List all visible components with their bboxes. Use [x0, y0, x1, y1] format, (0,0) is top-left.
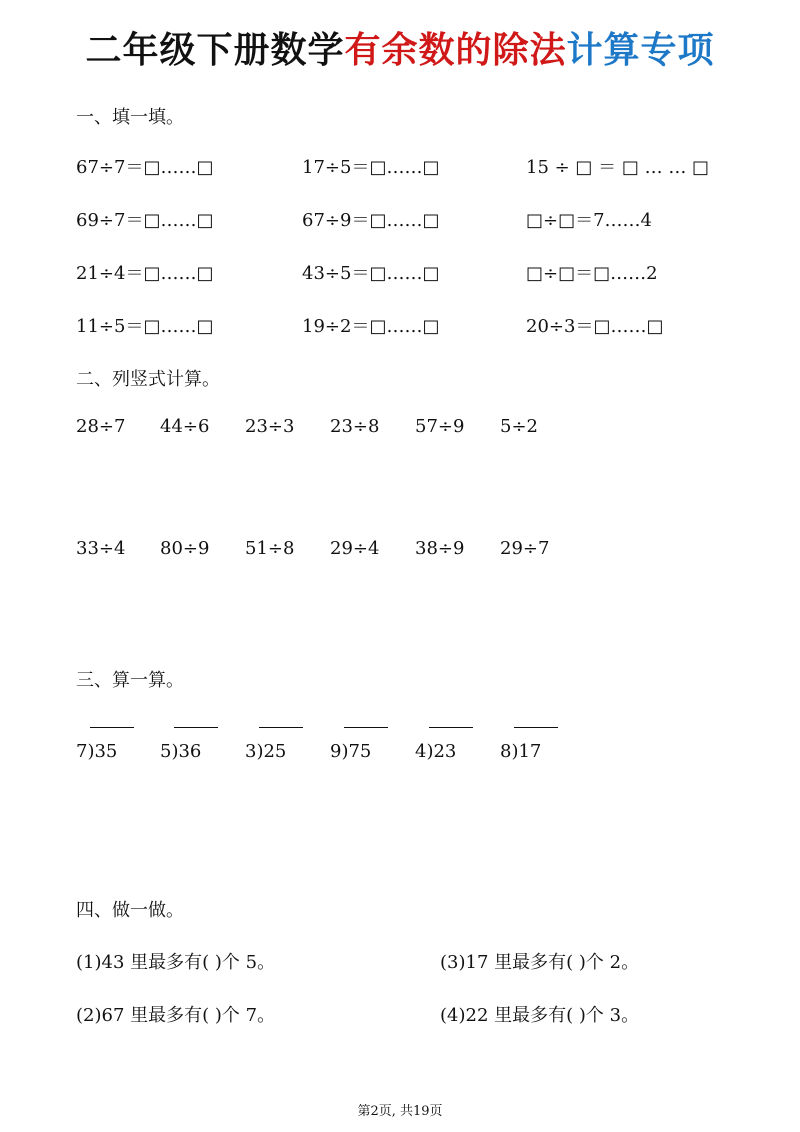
fill-blank-equation: 69÷7＝□……□: [76, 210, 214, 231]
section-1-heading: 一、填一填。: [76, 107, 184, 128]
vertical-division-expression: 33÷4: [76, 538, 126, 559]
fill-blank-equation: □÷□＝□……2: [526, 263, 658, 284]
page-title: [0, 22, 800, 73]
vertical-division-expression: 51÷8: [245, 538, 295, 559]
vertical-division-expression: 57÷9: [415, 416, 465, 437]
long-division-bar: [429, 727, 473, 728]
fill-blank-equation: 15 ÷ □ ＝ □ … … □: [526, 157, 710, 178]
long-division-text: 3)25: [245, 741, 287, 762]
long-division-text: 5)36: [160, 741, 202, 762]
question-item: (2)67 里最多有( )个 7。: [76, 1005, 276, 1026]
long-division-problem: [330, 741, 371, 762]
vertical-division-expression: 38÷9: [415, 538, 465, 559]
vertical-division-expression: 80÷9: [160, 538, 210, 559]
vertical-division-expression: 5÷2: [500, 416, 538, 437]
fill-blank-equation: □÷□＝7……4: [526, 210, 652, 231]
fill-blank-equation: 17÷5＝□……□: [302, 157, 440, 178]
long-division-text: 7)35: [76, 741, 118, 762]
long-division-problem: [76, 741, 117, 762]
section-2-heading: 二、列竖式计算。: [76, 369, 220, 390]
question-item: (1)43 里最多有( )个 5。: [76, 952, 276, 973]
title-part-1: 二年级下册数学: [85, 30, 345, 71]
vertical-division-expression: 44÷6: [160, 416, 210, 437]
long-division-bar: [259, 727, 303, 728]
vertical-division-expression: 29÷7: [500, 538, 550, 559]
fill-blank-equation: 11÷5＝□……□: [76, 316, 214, 337]
long-division-bar: [90, 727, 134, 728]
long-division-bar: [344, 727, 388, 728]
long-division-problem: [500, 741, 541, 762]
fill-blank-equation: 67÷9＝□……□: [302, 210, 440, 231]
long-division-problem: [415, 741, 456, 762]
fill-blank-equation: 20÷3＝□……□: [526, 316, 664, 337]
vertical-division-expression: 28÷7: [76, 416, 126, 437]
page-number-footer: 第2页, 共19页: [357, 1104, 443, 1119]
question-item: (4)22 里最多有( )个 3。: [440, 1005, 640, 1026]
fill-blank-equation: 19÷2＝□……□: [302, 316, 440, 337]
fill-blank-equation: 43÷5＝□……□: [302, 263, 440, 284]
question-item: (3)17 里最多有( )个 2。: [440, 952, 640, 973]
long-division-text: 9)75: [330, 741, 372, 762]
vertical-division-expression: 29÷4: [330, 538, 380, 559]
fill-blank-equation: 21÷4＝□……□: [76, 263, 214, 284]
long-division-bar: [174, 727, 218, 728]
title-part-2: 有余数的除法: [344, 30, 567, 71]
long-division-bar: [514, 727, 558, 728]
long-division-text: 8)17: [500, 741, 542, 762]
long-division-problem: [160, 741, 201, 762]
long-division-text: 4)23: [415, 741, 457, 762]
title-part-3: 计算专项: [566, 30, 715, 71]
long-division-problem: [245, 741, 286, 762]
section-4-heading: 四、做一做。: [76, 900, 184, 921]
section-3-heading: 三、算一算。: [76, 670, 184, 691]
fill-blank-equation: 67÷7＝□……□: [76, 157, 214, 178]
vertical-division-expression: 23÷8: [330, 416, 380, 437]
vertical-division-expression: 23÷3: [245, 416, 295, 437]
